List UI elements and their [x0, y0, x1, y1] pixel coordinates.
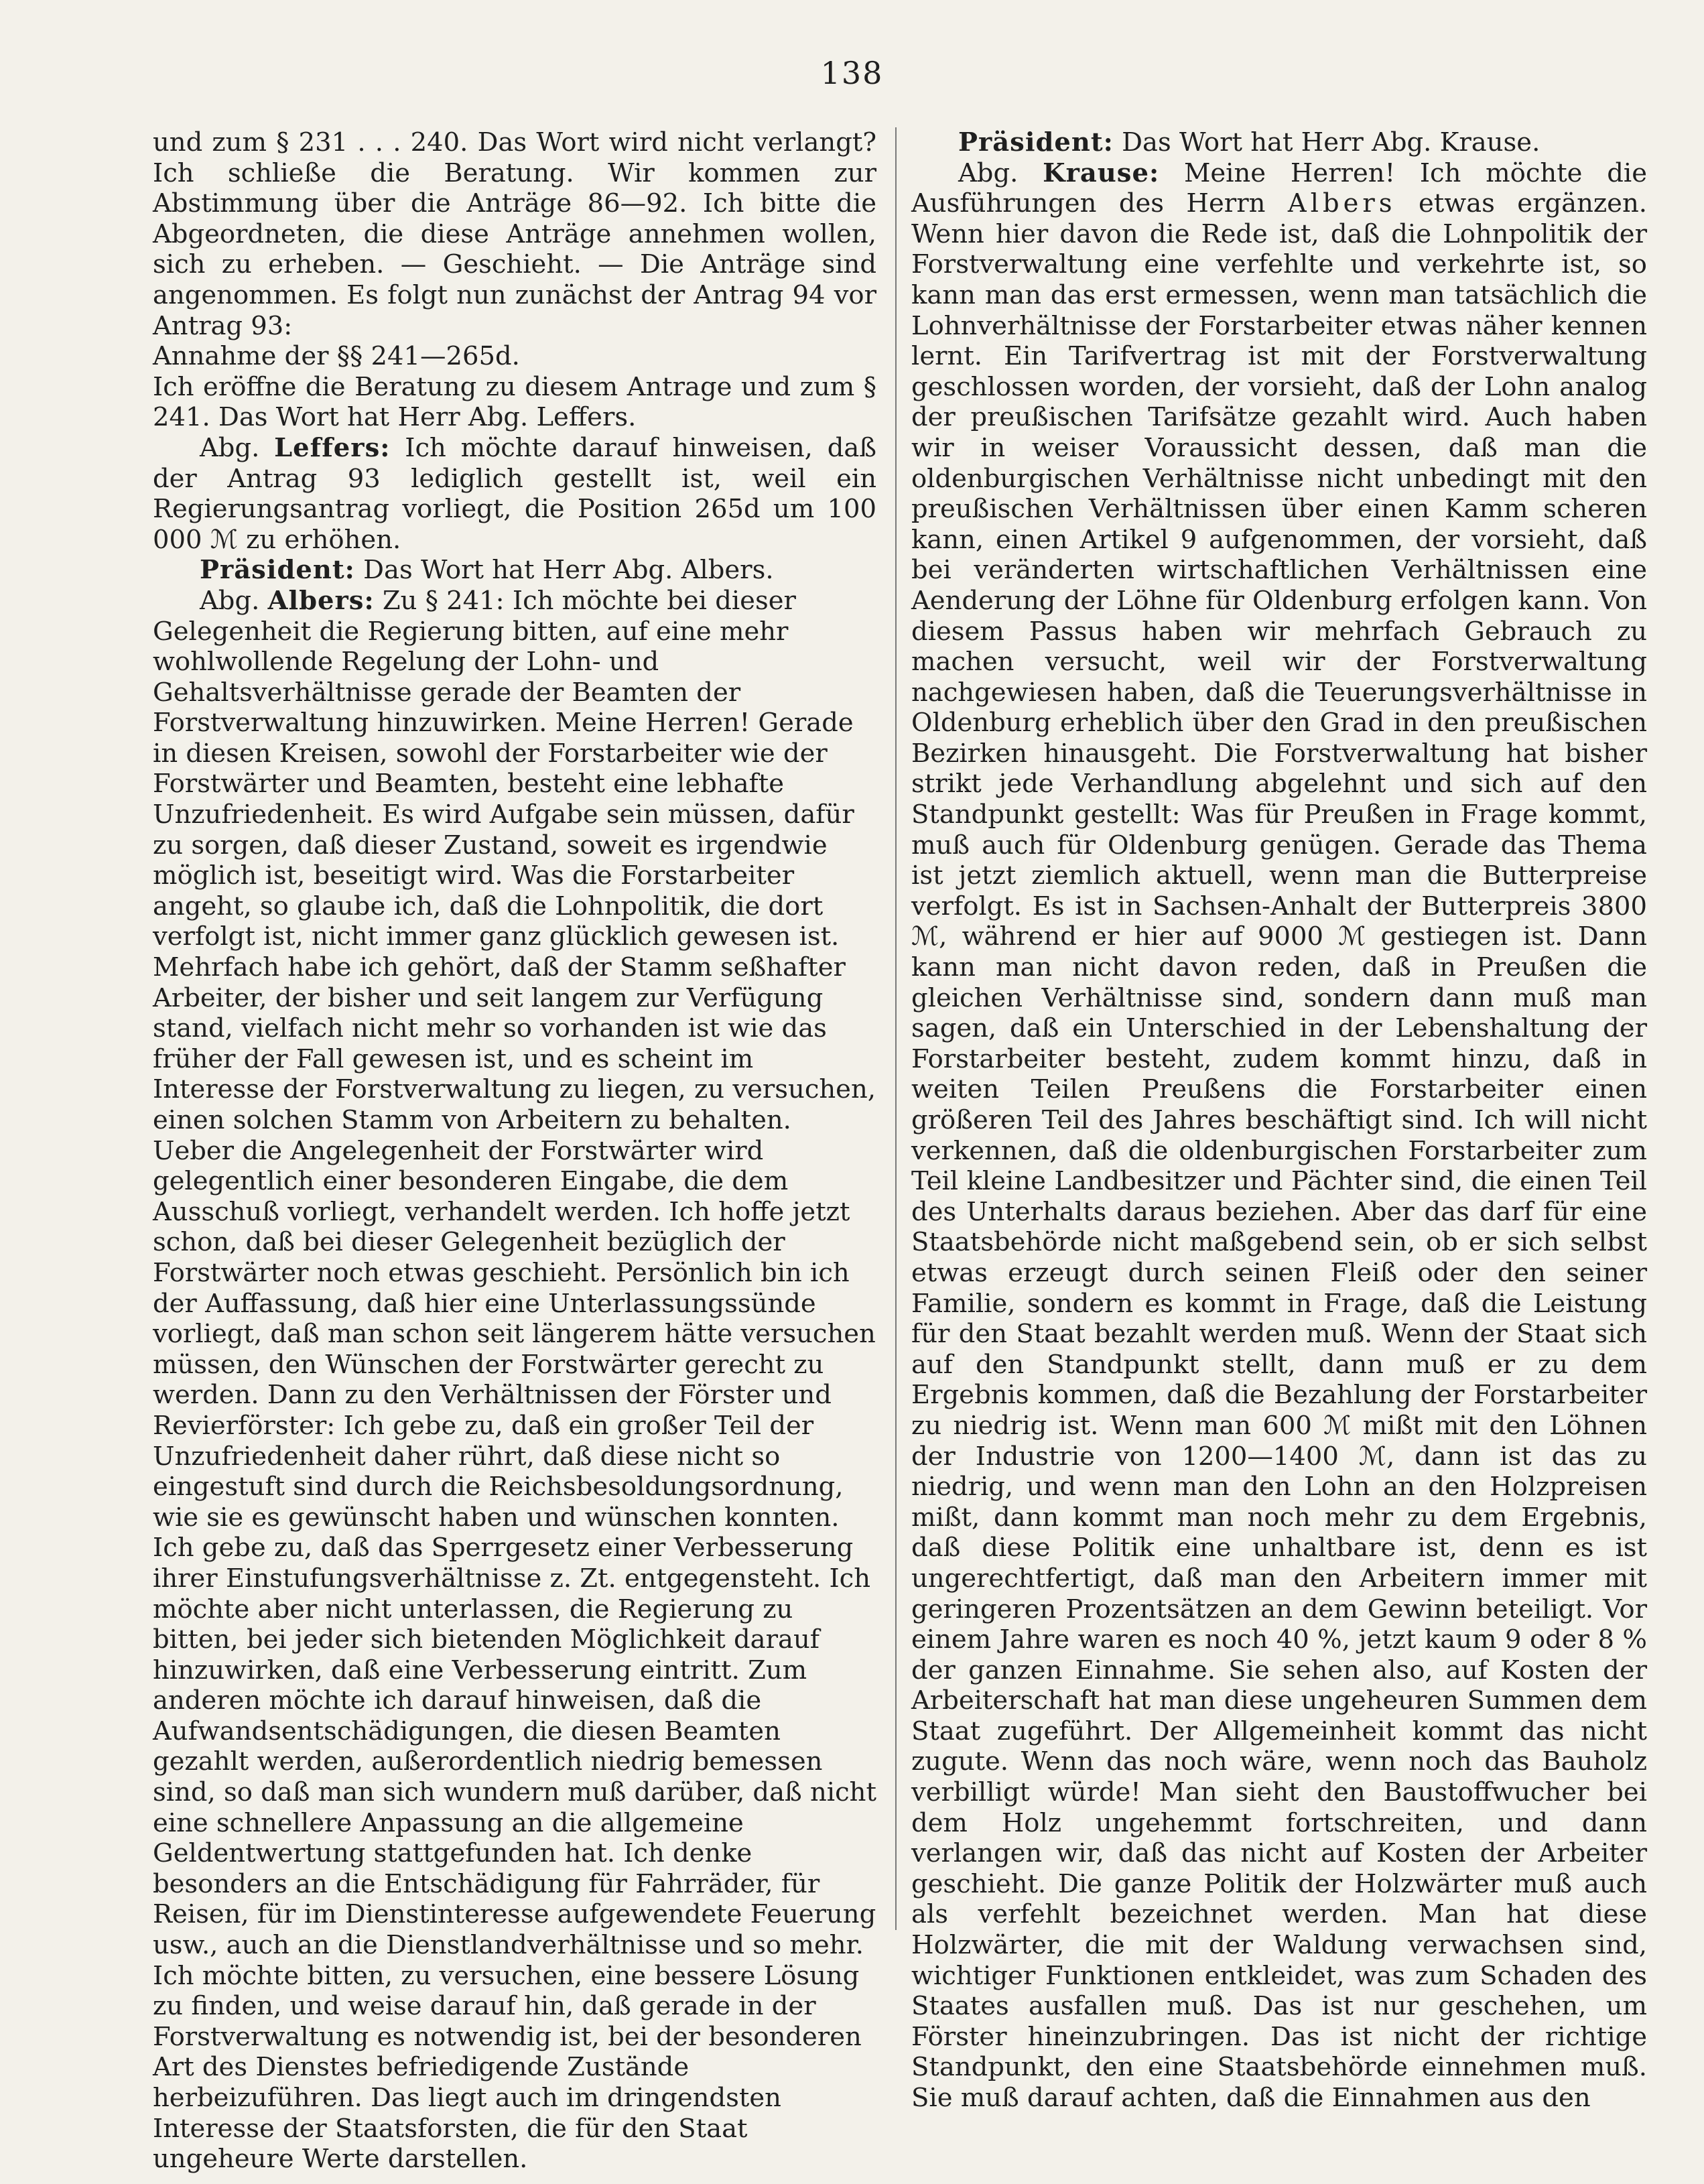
speech-albers	[153, 586, 876, 2175]
speech-text: Zu § 241: Ich möchte bei dieser Gelegenheit die Regierung bitten, auf eine mehr wohlwollende Regelung der Lohn- und Gehaltsverhältnisse gerade der Beamten der Forstverwaltung hinzuwirken. Meine Herren! Gerade in diesen Kreisen, sowohl der Forstarbeiter wie der Forstwärter und Beamten, besteht eine lebhafte Unzufriedenheit. Es wird Aufgabe sein müssen, dafür zu sorgen, daß dieser Zustand, soweit es irgendwie möglich ist, beseitigt wird. Was die Forstarbeiter angeht, so glaube ich, daß die Lohnpolitik, die dort verfolgt ist, nicht immer ganz glücklich gewesen ist. Mehrfach habe ich gehört, daß der Stamm seßhafter Arbeiter, der bisher und seit langem zur Verfügung stand, vielfach nicht mehr so vorhanden ist wie das früher der Fall gewesen ist, und es scheint im Interesse der Forstverwaltung zu liegen, zu versuchen, einen solchen Stamm von Arbeitern zu behalten. Ueber die Angelegenheit der Forstwärter wird gelegentlich einer besonderen Eingabe, die dem Ausschuß vorliegt, verhandelt werden. Ich hoffe jetzt schon, daß bei dieser Gelegenheit bezüglich der Forstwärter noch etwas geschieht. Persönlich bin ich der Auffassung, daß hier eine Unterlassungssünde vorliegt, daß man schon seit längerem hätte versuchen müssen, den Wünschen der Forstwärter gerecht zu werden. Dann zu den Verhältnissen der Förster und Revierförster: Ich gebe zu, daß ein großer Teil der Unzufriedenheit daher rührt, daß diese nicht so eingestuft sind durch die Reichsbesoldungsordnung, wie sie es gewünscht haben und wünschen konnten. Ich gebe zu, daß das Sperrgesetz einer Verbesserung ihrer Einstufungsverhältnisse z. Zt. entgegensteht. Ich möchte aber nicht unterlassen, die Regierung zu bitten, bei jeder sich bietenden Möglichkeit darauf hinzuwirken, daß eine Verbesserung eintritt. Zum anderen möchte ich darauf hinweisen, daß die Aufwandsentschädigungen, die diesen Beamten gezahlt werden, außerordentlich niedrig bemessen sind, so daß man sich wundern muß darüber, daß nicht eine schnellere Anpassung an die allgemeine Geldentwertung stattgefunden hat. Ich denke besonders an die Entschädigung für Fahrräder, für Reisen, für im Dienstinteresse aufgewendete Feuerung usw., auch an die Dienstlandverhältnisse und so mehr. Ich möchte bitten, zu versuchen, eine bessere Lösung zu finden, und weise darauf hin, daß gerade in der Forstverwaltung es notwendig ist, bei der besonderen Art des Dienstes befriedigende Zustände herbeizuführen. Das liegt auch im dringendsten Interesse der Staatsforsten, die für den Staat ungeheure Werte darstellen.	[153, 585, 876, 2175]
speech-text: etwas ergänzen. Wenn hier davon die Rede ist, daß die Lohnpolitik der Forstverwaltung eine verfehlte und verkehrte ist, so kann man das erst ermessen, wenn man tatsächlich die Lohnverhältnisse der Forstarbeiter etwas näher kennen lernt. Ein Tarifvertrag ist mit der Forstverwaltung geschlossen worden, der vorsieht, daß der Lohn analog der preußischen Tarifsätze gezahlt wird. Auch haben wir in weiser Voraussicht dessen, daß man die oldenburgischen Verhältnisse nicht unbedingt mit den preußischen Verhältnissen über einen Kamm scheren kann, einen Artikel 9 aufgenommen, der vorsieht, daß bei veränderten wirtschaftlichen Verhältnissen eine Aenderung der Löhne für Oldenburg erfolgen kann. Von diesem Passus haben wir mehrfach Gebrauch zu machen versucht, weil wir der Forstverwaltung nachgewiesen haben, daß die Teuerungsverhältnisse in Oldenburg erheblich über den Grad in den preußischen Bezirken hinausgeht. Die Forstverwaltung hat bisher strikt jede Verhandlung abgelehnt und sich auf den Standpunkt gestellt: Was für Preußen in Frage kommt, muß auch für Oldenburg genügen. Gerade das Thema ist jetzt ziemlich aktuell, wenn man die Butterpreise verfolgt. Es ist in Sachsen-Anhalt der Butterpreis 3800 ℳ, während er hier auf 9000 ℳ gestiegen ist. Dann kann man nicht davon reden, daß in Preußen die gleichen Verhältnisse sind, sondern dann muß man sagen, daß ein Unterschied in der Lebenshaltung der Forstarbeiter besteht, zudem kommt hinzu, daß in weiten Teilen Preußens die Forstarbeiter einen größeren Teil des Jahres beschäftigt sind. Ich will nicht verkennen, daß die oldenburgischen Forstarbeiter zum Teil kleine Landbesitzer und Pächter sind, die einen Teil des Unterhalts daraus beziehen. Aber das darf für eine Staatsbehörde nicht maßgebend sein, ob er sich selbst etwas erzeugt durch seinen Fleiß oder den seiner Familie, sondern es kommt in Frage, daß die Leistung für den Staat bezahlt werden muß. Wenn der Staat sich auf den Standpunkt stellt, dann muß er zu dem Ergebnis kommen, daß die Bezahlung der Forstarbeiter zu niedrig ist. Wenn man 600 ℳ mißt mit den Löhnen der Industrie von 1200—1400 ℳ, dann ist das zu niedrig, und wenn man den Lohn an den Holzpreisen mißt, dann kommt man noch mehr zu dem Ergebnis, daß diese Politik eine unhaltbare ist, denn es ist ungerechtfertigt, daß man den Arbeitern immer mit geringeren Prozentsätzen an dem Gewinn beteiligt. Vor einem Jahre waren es noch 40 %, jetzt kaum 9 oder 8 % der ganzen Einnahme. Sie sehen also, auf Kosten der Arbeiterschaft hat man diese ungeheuren Summen dem Staat zugeführt. Der Allgemeinheit kommt das nicht zugute. Wenn das noch wäre, wenn noch das Bauholz verbilligt würde! Man sieht den Baustoffwucher bei dem Holz ungehemmt fortschreiten, und dann verlangen wir, daß das nicht auf Kosten der Arbeiter geschieht. Die ganze Politik der Holzwärter muß auch als verfehlt bezeichnet werden. Man hat diese Holzwärter, die mit der Waldung verwachsen sind, wichtiger Funktionen entkleidet, was zum Schaden des Staates ausfallen muß. Das ist nur geschehen, um Förster hineinzubringen. Das ist nicht der richtige Standpunkt, den eine Staatsbehörde einnehmen muß. Sie muß darauf achten, daß die Einnahmen aus den	[911, 188, 1647, 2113]
motion-title: Annahme der §§ 241—265d.	[153, 341, 520, 372]
speaker-albers: Albers:	[267, 585, 375, 616]
speech-text: Das Wort hat Herr Abg. Albers.	[354, 555, 774, 586]
speech-president	[153, 555, 876, 586]
speech-president-right	[911, 127, 1647, 158]
speech-text: Meine Herren! Ich möchte die Ausführungen des Herrn	[911, 157, 1647, 219]
page-number: 138	[820, 55, 884, 91]
paragraph-vote: und zum § 231 . . . 240. Das Wort wird nicht verlangt? Ich schließe die Beratung. Wir kommen zur Abstimmung über die Anträge 86—92. Ich bitte die Abgeordneten, die diese Anträge annehmen wollen, sich zu erheben. — Geschieht. — Die Anträge sind angenommen. Es folgt nun zunächst der Antrag 94 vor Antrag 93:	[153, 127, 876, 341]
paragraph-open-debate: Ich eröffne die Beratung zu diesem Antrage und zum § 241. Das Wort hat Herr Abg. Leffers.	[153, 371, 876, 433]
right-column	[911, 127, 1647, 2114]
speech-text: Das Wort hat Herr Abg. Krause.	[1113, 127, 1541, 157]
speech-prefix: Abg.	[200, 585, 268, 616]
left-column	[153, 127, 876, 2175]
speech-leffers	[153, 433, 876, 555]
speech-prefix: Abg.	[958, 157, 1043, 188]
speech-krause	[911, 158, 1647, 2114]
referenced-name: Albers	[1287, 188, 1396, 219]
speech-prefix: Abg.	[200, 432, 275, 463]
speaker-krause: Krause:	[1043, 157, 1160, 188]
speaker-president: Präsident:	[958, 127, 1114, 157]
speech-text: Ich möchte darauf hinweisen, daß der Antrag 93 lediglich gestellt ist, weil ein Regierungsantrag vorliegt, die Position 265d um 100 000 ℳ zu erhöhen.	[153, 432, 877, 555]
column-divider	[895, 127, 897, 1930]
speaker-leffers: Leffers:	[274, 432, 391, 463]
speaker-president: Präsident:	[200, 555, 355, 586]
